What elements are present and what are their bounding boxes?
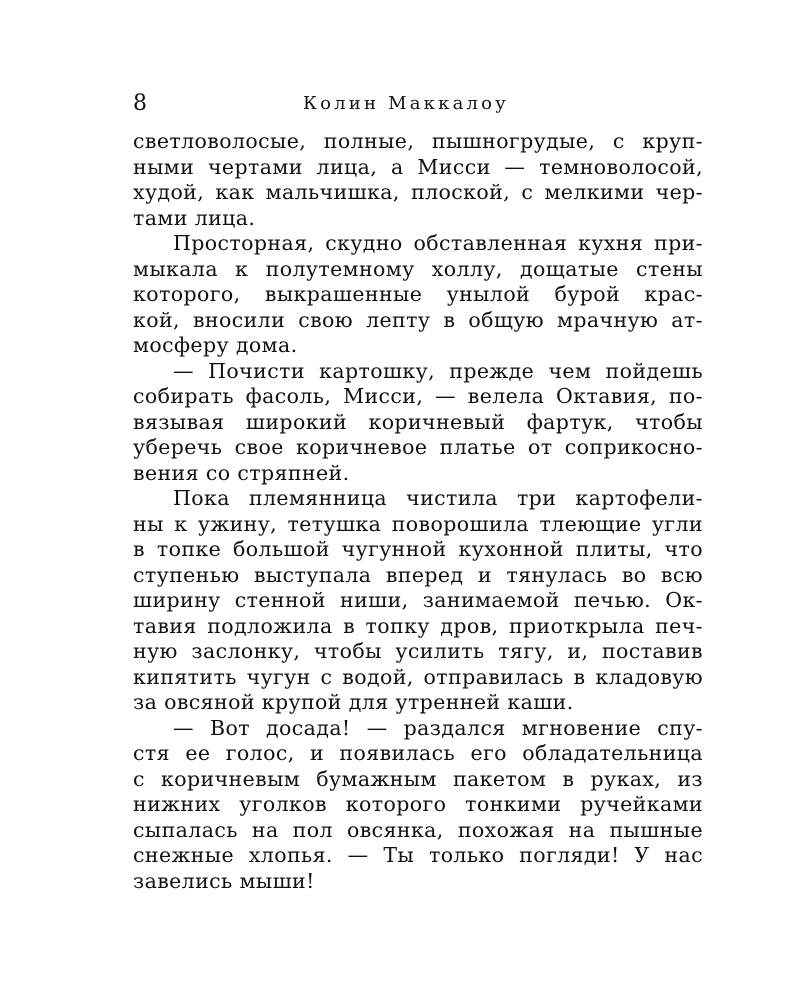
text-line: худой, как мальчишка, плоской, с мелкими чер- xyxy=(133,180,703,204)
text-line: ными чертами лица, а Мисси — темноволосой, xyxy=(133,154,703,179)
text-line: которого, выкрашенные унылой бурой крас- xyxy=(133,282,703,306)
text-line: ную заслонку, чтобы усилить тягу, и, поставив xyxy=(133,639,703,663)
text-line: мосферу дома. xyxy=(133,333,298,357)
text-line: нижних уголков которого тонкими ручейками xyxy=(133,792,703,816)
text-line: мыкала к полутемному холлу, дощатые стены xyxy=(133,256,703,281)
text-line: снежные хлопья. — Ты только погляди! У нас xyxy=(133,843,703,867)
text-line: уберечь свое коричневое платье от соприкосно- xyxy=(133,435,703,459)
text-line: за овсяной крупой для утренней каши. xyxy=(133,690,574,714)
text-line: с коричневым бумажным пакетом в руках, из xyxy=(133,766,703,791)
text-line: Просторная, скудно обставленная кухня при- xyxy=(173,231,703,255)
text-line: тами лица. xyxy=(133,205,256,230)
text-line: ны к ужину, тетушка поворошила тлеющие угли xyxy=(133,511,703,536)
text-line: тавия подложила в топку дров, приоткрыла печ- xyxy=(133,613,703,638)
text-line: вения со стряпней. xyxy=(133,460,350,485)
text-line: сыпалась на пол овсянка, похожая на пышные xyxy=(133,817,703,842)
running-title: Колин Маккалоу xyxy=(303,93,509,114)
text-line: Пока племянница чистила три картофели- xyxy=(173,486,703,510)
text-line: ширину стенной ниши, занимаемой печью. Ок- xyxy=(133,588,703,612)
text-line: кой, вносили свою лепту в общую мрачную ат- xyxy=(133,307,703,332)
text-line: — Вот досада! — раздался мгновение спу- xyxy=(173,715,703,740)
text-line: в топке большой чугунной кухонной плиты, что xyxy=(133,537,703,561)
text-line: вязывая широкий коричневый фартук, чтобы xyxy=(133,409,703,434)
page-number: 8 xyxy=(133,91,147,116)
text-line: ступенью выступала вперед и тянулась во всю xyxy=(133,562,703,587)
text-line: завелись мыши! xyxy=(133,868,315,893)
text-line: кипятить чугун с водой, отправилась в кладовую xyxy=(133,664,703,689)
text-line: — Почисти картошку, прежде чем пойдешь xyxy=(173,358,703,383)
text-line: светловолосые, полные, пышногрудые, с круп- xyxy=(133,129,703,153)
text-line: собирать фасоль, Мисси, — велела Октавия, по- xyxy=(133,384,703,408)
text-line: стя ее голос, и появилась его обладательница xyxy=(133,741,703,765)
body-text xyxy=(133,129,703,894)
